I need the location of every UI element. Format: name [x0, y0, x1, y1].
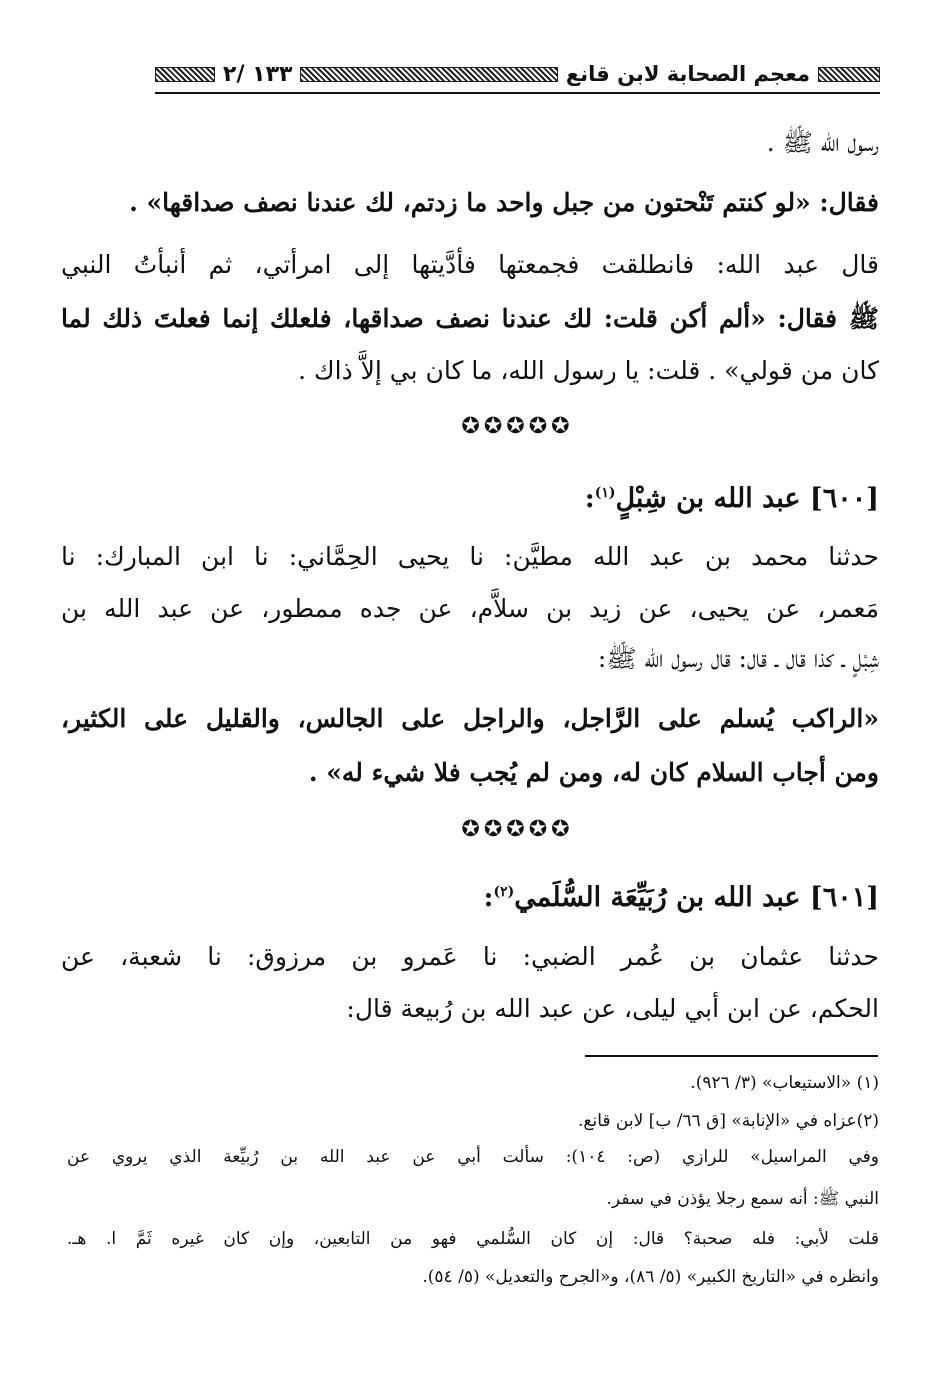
- entry-title: [٦٠١] عبد الله بن رُبَيِّعَة السُّلَمي: [514, 882, 879, 913]
- footnote-2-text: وفي المراسيل» للرازي (ص: ١٠٤): سألت أبي عن عبد الله بن رُبيِّعة الذي يروي عن: [67, 1147, 879, 1167]
- header-title: معجم الصحابة لابن قانع: [565, 62, 810, 86]
- running-header: [155, 56, 880, 94]
- header-ornament-middle: [300, 67, 557, 82]
- footnote-2-text: وانظره في «التاريخ الكبير» (٥/ ٨٦)، و«الجرح والتعديل» (٥/ ٥٤).: [422, 1267, 879, 1287]
- heading-colon: :: [584, 483, 595, 514]
- page-number: ١٣٣ /٢: [223, 61, 293, 87]
- entry-heading-601: [483, 875, 879, 915]
- footnote-2: (٢)عزاه في «الإنابة» [ق ٦٦/ ب] لابن قانع.: [578, 1111, 879, 1131]
- header-ornament-left: [155, 67, 215, 82]
- text-line: الحكم، عن ابن أبي ليلى، عن عبد الله بن رُبيعة قال:: [346, 994, 879, 1023]
- text-line: شِبْلٍ ـ كذا قال ـ قال: قال رسول الله ﷺ:: [597, 644, 879, 673]
- footnote-marker: (١): [594, 485, 616, 501]
- section-separator: ✪✪✪✪✪: [461, 414, 574, 439]
- footnote-separator: [585, 1055, 878, 1057]
- heading-colon: :: [483, 882, 494, 913]
- text-line: مَعمر، عن يحيى، عن زيد بن سلاَّم، عن جده ممطور، عن عبد الله بن: [61, 594, 879, 623]
- footnote-marker: (٢): [493, 884, 515, 900]
- entry-title: [٦٠٠] عبد الله بن شِبْلٍ: [615, 483, 879, 514]
- footnote-1: (١) «الاستيعاب» (٣/ ٩٢٦).: [690, 1073, 879, 1093]
- footnote-2-text: النبي ﷺ: أنه سمع رجلا يؤذن في سفر.: [606, 1189, 879, 1209]
- hadith-line: ومن أجاب السلام كان له، ومن لم يُجب فلا شيء له» .: [308, 758, 879, 787]
- text-line: رسول الله ﷺ .: [766, 128, 879, 157]
- header-ornament-right: [818, 67, 880, 82]
- footnote-2-text: قلت لأبي: فله صحبة؟ قال: إن كان السُّلمي فهو من التابعين، وإن كان غيره ثَمَّ ا. هـ.: [67, 1229, 879, 1249]
- hadith-line: «الراكب يُسلم على الرَّاجل، والراجل على الجالس، والقليل على الكثير،: [61, 704, 879, 733]
- text-line: كان من قولي» . قلت: يا رسول الله، ما كان بي إلاَّ ذاك .: [298, 356, 879, 385]
- entry-heading-600: [585, 476, 879, 516]
- hadith-line: ﷺ فقال: «ألم أكن قلت: لك عندنا نصف صداقها، فلعلك إنما فعلتَ ذلك لما: [61, 304, 879, 333]
- text-line: قال عبد الله: فانطلقت فجمعتها فأدَّيتها إلى امرأتي، ثم أنبأتُ النبي: [61, 250, 879, 279]
- text-line: حدثنا عثمان بن عُمر الضبي: نا عَمرو بن مرزوق: نا شعبة، عن: [61, 942, 879, 971]
- section-separator: ✪✪✪✪✪: [461, 817, 574, 842]
- hadith-line: فقال: «لو كنتم تَنْحتون من جبل واحد ما زدتم، لك عندنا نصف صداقها» .: [129, 188, 879, 217]
- text-line: حدثنا محمد بن عبد الله مطيَّن: نا يحيى الحِمَّاني: نا ابن المبارك: نا: [61, 542, 879, 571]
